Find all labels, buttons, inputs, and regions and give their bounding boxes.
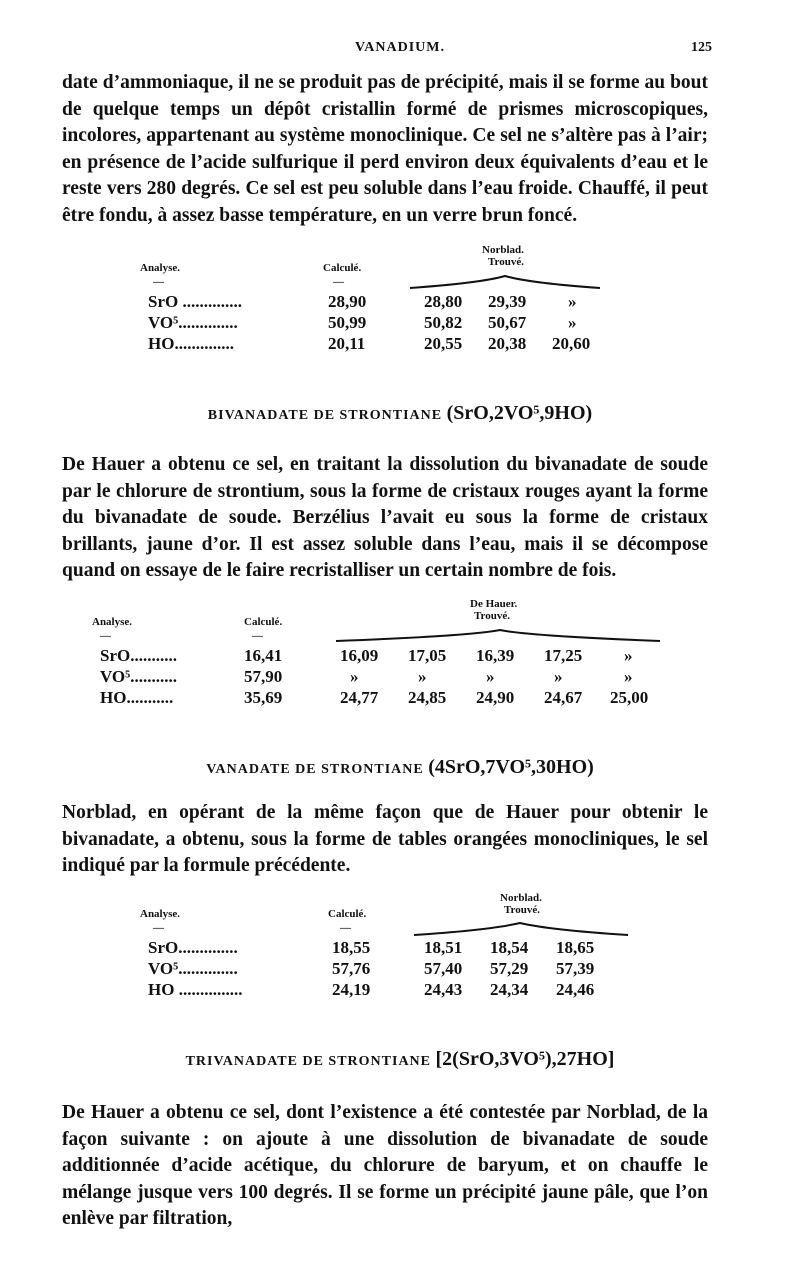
- header-analyse: Analyse.: [140, 908, 181, 920]
- paragraph-continuation: date d’ammoniaque, il ne se produit pas de précipité, mais il se forme au bout de quelque temps un dépôt cristallin formé de prismes microscopiques, incolores, appartenant au système monoclinique. Ce sel ne s’altère pas à l’air; en présence de l’acide sulfurique il perd environ deux équivalents d’eau et le reste vers 280 degrés. Ce sel est peu soluble dans l’eau froide. Chauffé, il peut être fondu, à assez basse température, en un verre brun foncé.: [62, 72, 708, 226]
- found-value: 57,29: [490, 959, 529, 978]
- found-value: 24,77: [340, 688, 379, 707]
- table-row: [148, 980, 242, 1000]
- leader-dots: ..............: [178, 292, 242, 311]
- header-calcule: Calculé.: [244, 616, 283, 628]
- header-author: De Hauer.: [470, 598, 518, 610]
- header-trouve: Trouvé.: [474, 610, 510, 622]
- table-row: [148, 938, 238, 958]
- calc-value: 28,90: [328, 292, 367, 311]
- found-value: 57,40: [424, 959, 463, 978]
- calc-value: 50,99: [328, 313, 367, 332]
- found-value: 24,90: [476, 688, 515, 707]
- paragraph-trivanadate: De Hauer a obtenu ce sel, dont l’existence a été contestée par Norblad, de la façon suivante : on ajoute à une dissolution de bivanadate de soude additionnée d’acide acétique, du chlorure de baryum, et on chauffe le mélange jusque vers 100 degrés. Il se forme un précipité jaune pâle, que l’on enlève par filtration,: [62, 1102, 708, 1229]
- found-value: 25,00: [610, 688, 649, 707]
- paragraph-bivanadate: De Hauer a obtenu ce sel, en traitant la dissolution du bivanadate de soude par le chlorure de strontium, sous la forme de cristaux rouges ayant la forme du bivanadate de soude. Berzélius l’avait eu sous la forme de cristaux brillants, jaune d’or. Il est assez soluble dans l’eau, mais il se décompose quand on essaye de le faire recristalliser un certain nombre de fois.: [62, 454, 708, 581]
- calc-value: 57,76: [332, 959, 371, 978]
- section-title-text: BIVANADATE DE STRONTIANE: [207, 408, 443, 423]
- row-label: SrO: [100, 646, 131, 665]
- row-label: VO⁵: [148, 313, 179, 332]
- leader-dots: ...........: [130, 667, 178, 686]
- found-value: »: [624, 646, 633, 665]
- found-value: »: [624, 667, 633, 686]
- row-label: HO: [148, 334, 175, 353]
- section-title-text: VANADATE DE STRONTIANE: [206, 762, 424, 777]
- section-formula: (4SrO,7VO⁵,30HO): [428, 756, 594, 778]
- found-value: 18,65: [556, 938, 595, 957]
- calc-value: 18,55: [332, 938, 371, 957]
- header-dash: —: [100, 630, 111, 642]
- table-row: [148, 959, 238, 979]
- leader-dots: ...........: [126, 688, 174, 707]
- header-trouve: Trouvé.: [504, 904, 540, 916]
- row-label: HO: [100, 688, 127, 707]
- calc-value: 20,11: [328, 334, 366, 353]
- leader-dots: ..............: [178, 938, 238, 957]
- section-formula: [2(SrO,3VO⁵),27HO]: [435, 1048, 615, 1070]
- found-value: »: [418, 667, 427, 686]
- header-dash: —: [153, 922, 164, 934]
- header-trouve: Trouvé.: [488, 256, 524, 268]
- leader-dots: ...........: [130, 646, 177, 665]
- header-author: Norblad.: [482, 244, 524, 256]
- leader-dots: ...............: [174, 980, 243, 999]
- found-value: »: [350, 667, 359, 686]
- section-heading-trivanadate: [0, 1048, 800, 1071]
- header-analyse: Analyse.: [92, 616, 133, 628]
- found-value: 20,55: [424, 334, 463, 353]
- row-label: VO⁵: [148, 959, 179, 978]
- found-value: »: [486, 667, 495, 686]
- found-value: 17,05: [408, 646, 447, 665]
- found-value: 57,39: [556, 959, 595, 978]
- found-value: 16,39: [476, 646, 515, 665]
- row-label: VO⁵: [100, 667, 131, 686]
- header-dash: —: [153, 276, 164, 288]
- found-value: 20,60: [552, 334, 591, 353]
- header-dash: —: [252, 630, 263, 642]
- row-label: SrO: [148, 292, 179, 311]
- found-value: 24,34: [490, 980, 529, 999]
- found-value: 18,51: [424, 938, 463, 957]
- found-value: 50,82: [424, 313, 463, 332]
- leader-dots: ..............: [178, 313, 238, 332]
- found-value: 24,43: [424, 980, 463, 999]
- header-analyse: Analyse.: [140, 262, 181, 274]
- calc-value: 24,19: [332, 980, 371, 999]
- header-dash: —: [340, 922, 351, 934]
- found-value: 18,54: [490, 938, 529, 957]
- header-calcule: Calculé.: [328, 908, 367, 920]
- found-value: »: [554, 667, 563, 686]
- found-value: 24,46: [556, 980, 595, 999]
- calc-value: 57,90: [244, 667, 283, 686]
- paragraph-vanadate: Norblad, en opérant de la même façon que de Hauer pour obtenir le bivanadate, a obtenu, sous la forme de tables orangées monocliniques, le sel indiqué par la formule précédente.: [62, 802, 708, 876]
- found-value: 24,85: [408, 688, 447, 707]
- found-value: »: [568, 292, 577, 311]
- calc-value: 16,41: [244, 646, 283, 665]
- found-value: 16,09: [340, 646, 379, 665]
- header-dash: —: [333, 276, 344, 288]
- found-value: 24,67: [544, 688, 583, 707]
- found-value: 17,25: [544, 646, 583, 665]
- found-value: 29,39: [488, 292, 527, 311]
- leader-dots: ..............: [174, 334, 234, 353]
- found-value: 50,67: [488, 313, 527, 332]
- leader-dots: ..............: [178, 959, 238, 978]
- row-label: HO: [148, 980, 175, 999]
- found-value: 28,80: [424, 292, 463, 311]
- section-formula: (SrO,2VO⁵,9HO): [446, 402, 593, 424]
- header-calcule: Calculé.: [323, 262, 362, 274]
- row-label: SrO: [148, 938, 179, 957]
- section-title-text: TRIVANADATE DE STRONTIANE: [185, 1054, 431, 1069]
- page-number: 125: [691, 40, 712, 55]
- header-author: Norblad.: [500, 892, 542, 904]
- found-value: 20,38: [488, 334, 527, 353]
- found-value: »: [568, 313, 577, 332]
- running-title: VANADIUM.: [354, 40, 446, 55]
- calc-value: 35,69: [244, 688, 283, 707]
